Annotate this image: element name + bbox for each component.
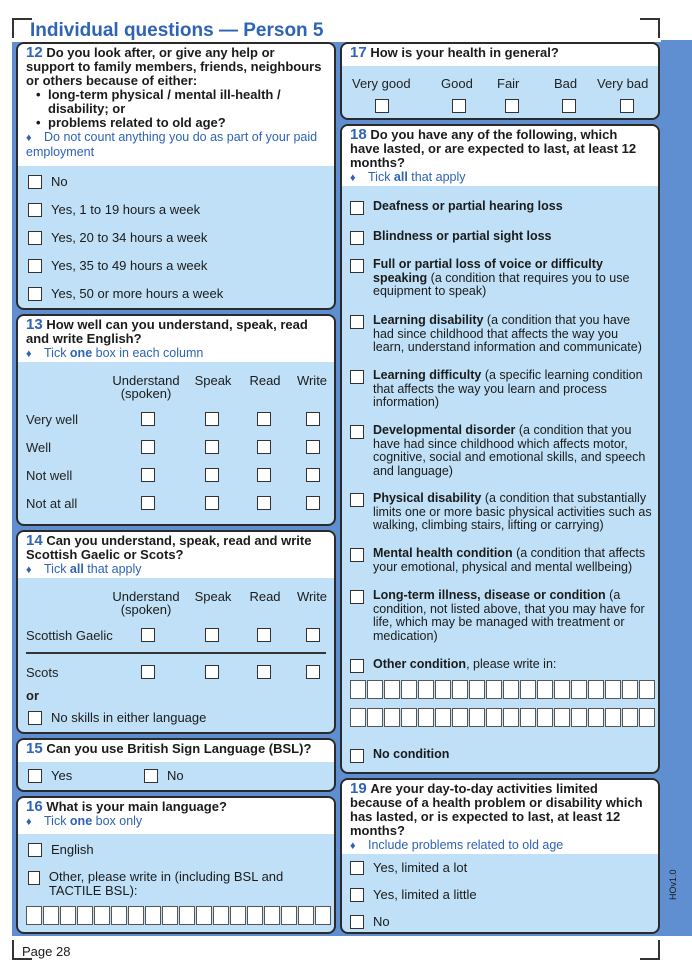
question-19-card (340, 778, 660, 934)
checkbox[interactable] (350, 370, 364, 384)
question-16-text: What is your main language? (46, 799, 227, 814)
checkbox[interactable] (350, 915, 364, 929)
question-12-instruction: ♦ Do not count anything you do as part of your paid employment (26, 130, 318, 159)
right-edge-band (661, 40, 692, 936)
crop-mark-top-right (640, 18, 660, 38)
q18-option-speech[interactable]: Full or partial loss of voice or difficulty speaking (a condition that requires you to use equipment to speak) (350, 258, 652, 299)
page-heading: Individual questions — Person 5 (30, 20, 324, 41)
q18-option-mental-health[interactable]: Mental health condition (a condition that affects your emotional, physical and mental wellbeing) (350, 547, 652, 574)
q12-option-no[interactable]: No (28, 174, 68, 189)
checkbox[interactable] (141, 665, 155, 679)
question-14-card (16, 530, 336, 734)
crop-mark-bottom-right (640, 940, 660, 960)
checkbox[interactable] (562, 99, 576, 113)
checkbox[interactable] (205, 496, 219, 510)
question-15-text: Can you use British Sign Language (BSL)? (46, 741, 312, 756)
q18-write-in-field-2[interactable] (350, 708, 656, 727)
checkbox[interactable] (505, 99, 519, 113)
question-16-number: 16 (26, 798, 43, 815)
q18-option-long-term-illness[interactable]: Long-term illness, disease or condition (a condition, not listed above, that you may have for life, which may be managed with treatment or medication) (350, 589, 652, 643)
q17-option-label: Fair (497, 76, 520, 91)
question-17-card (340, 42, 660, 120)
q16-option-other[interactable]: Other, please write in (including BSL and TACTILE BSL): (28, 870, 318, 898)
checkbox[interactable] (141, 440, 155, 454)
q18-option-learning-disability[interactable]: Learning disability (a condition that you have had since childhood that affects the way you learn, understand information and communicate) (350, 314, 652, 355)
row-label: Scots (26, 665, 59, 680)
checkbox[interactable] (257, 496, 271, 510)
checkbox[interactable] (28, 871, 40, 885)
q12-option-1-19[interactable]: Yes, 1 to 19 hours a week (28, 202, 200, 217)
checkbox[interactable] (141, 628, 155, 642)
row-label: Well (26, 440, 52, 455)
checkbox[interactable] (350, 749, 364, 763)
row-label: Not at all (26, 496, 78, 511)
question-15-number: 15 (26, 740, 43, 757)
question-18-number: 18 (350, 126, 367, 143)
question-12-bullet: • long-term physical / mental ill-health / disability; or (36, 88, 326, 116)
checkbox[interactable] (28, 175, 42, 189)
q19-option-limited-a-little[interactable]: Yes, limited a little (350, 887, 477, 902)
q18-option-physical[interactable]: Physical disability (a condition that substantially limits one or more basic physical activities such as walking, climbing stairs, lifting or carrying) (350, 492, 652, 533)
checkbox[interactable] (452, 99, 466, 113)
checkbox[interactable] (28, 203, 42, 217)
question-12-bullet: • problems related to old age? (36, 116, 326, 130)
question-16-header (18, 798, 334, 834)
q18-option-blindness[interactable]: Blindness or partial sight loss (350, 230, 652, 245)
question-16-instruction: ♦ Tick one box only (26, 814, 143, 828)
column-header: Speak (194, 373, 232, 388)
page-number: Page 28 (22, 944, 71, 959)
checkbox[interactable] (350, 888, 364, 902)
q18-option-other[interactable]: Other condition, please write in: (350, 658, 652, 673)
question-12-card (16, 42, 336, 310)
q17-option-label: Good (441, 76, 473, 91)
version-code: HOv1.0 (668, 869, 678, 900)
checkbox[interactable] (205, 412, 219, 426)
checkbox[interactable] (620, 99, 634, 113)
question-18-header (342, 126, 658, 186)
question-14-text: Can you understand, speak, read and write Scottish Gaelic or Scots? (26, 533, 312, 562)
column-header: Write (296, 589, 328, 604)
checkbox[interactable] (28, 843, 42, 857)
row-label: Very well (26, 412, 79, 427)
question-17-header (342, 44, 658, 66)
column-header: Read (249, 589, 281, 604)
question-19-number: 19 (350, 780, 367, 797)
question-15-header (18, 740, 334, 762)
q12-option-20-34[interactable]: Yes, 20 to 34 hours a week (28, 230, 207, 245)
q17-option-label: Bad (554, 76, 578, 91)
checkbox[interactable] (350, 659, 364, 673)
question-12-text: Do you look after, or give any help or support to family members, friends, neighbours or others because of either: (26, 45, 322, 88)
diamond-icon: ♦ (26, 816, 32, 828)
q18-option-developmental[interactable]: Developmental disorder (a condition that you have had since childhood which affects motor, cognitive, social and emotional skills, and speech and language) (350, 424, 652, 478)
question-14-number: 14 (26, 532, 43, 549)
q12-option-50-plus[interactable]: Yes, 50 or more hours a week (28, 286, 223, 301)
question-13-text: How well can you understand, speak, read and write English? (26, 317, 308, 346)
checkbox[interactable] (350, 548, 364, 562)
checkbox[interactable] (306, 496, 320, 510)
checkbox[interactable] (306, 440, 320, 454)
row-label: Scottish Gaelic (26, 628, 113, 643)
column-header: Speak (194, 589, 232, 604)
question-18-text: Do you have any of the following, which have lasted, or are expected to last, at least 12 months? (350, 127, 637, 170)
q14-option-none[interactable]: No skills in either language (28, 710, 206, 725)
q12-option-35-49[interactable]: Yes, 35 to 49 hours a week (28, 258, 207, 273)
checkbox[interactable] (350, 315, 364, 329)
question-12-header (18, 44, 334, 166)
diamond-icon: ♦ (350, 840, 356, 852)
question-14-instruction: ♦ Tick all that apply (26, 562, 142, 576)
checkbox[interactable] (306, 665, 320, 679)
checkbox[interactable] (205, 468, 219, 482)
checkbox[interactable] (141, 496, 155, 510)
checkbox[interactable] (350, 259, 364, 273)
crop-mark-top-left (12, 18, 32, 38)
checkbox[interactable] (205, 440, 219, 454)
q19-option-no[interactable]: No (350, 914, 390, 929)
checkbox[interactable] (350, 590, 364, 604)
checkbox[interactable] (257, 440, 271, 454)
q18-option-learning-difficulty[interactable]: Learning difficulty (a specific learning condition that affects the way you learn and process information) (350, 369, 652, 410)
checkbox[interactable] (144, 769, 158, 783)
q18-option-deafness[interactable]: Deafness or partial hearing loss (350, 200, 652, 215)
column-header: Understand (spoken) (112, 589, 180, 617)
question-12-bullets (26, 88, 326, 130)
question-18-instruction: ♦ Tick all that apply (350, 170, 466, 184)
q18-write-in-field-1[interactable] (350, 680, 656, 699)
checkbox[interactable] (257, 468, 271, 482)
question-17-number: 17 (350, 44, 367, 61)
checkbox[interactable] (205, 628, 219, 642)
question-18-card (340, 124, 660, 774)
checkbox[interactable] (350, 425, 364, 439)
checkbox[interactable] (375, 99, 389, 113)
checkbox[interactable] (306, 412, 320, 426)
q17-option-label: Very good (352, 76, 411, 91)
checkbox[interactable] (141, 468, 155, 482)
checkbox[interactable] (28, 287, 42, 301)
checkbox[interactable] (257, 412, 271, 426)
question-13-card (16, 314, 336, 526)
q17-option-label: Very bad (597, 76, 649, 91)
checkbox[interactable] (28, 259, 42, 273)
row-label: Not well (26, 468, 73, 483)
checkbox[interactable] (141, 412, 155, 426)
question-19-header (342, 780, 658, 854)
question-13-instruction: ♦ Tick one box in each column (26, 346, 204, 360)
checkbox[interactable] (28, 711, 42, 725)
question-16-card (16, 796, 336, 934)
divider (26, 652, 326, 654)
column-header: Read (249, 373, 281, 388)
question-13-number: 13 (26, 316, 43, 333)
question-19-text: Are your day-to-day activities limited because of a health problem or disability which has lasted, or is expected to last, at least 12 months? (350, 781, 643, 838)
checkbox[interactable] (306, 628, 320, 642)
diamond-icon: ♦ (26, 348, 32, 360)
q16-option-english[interactable]: English (28, 842, 94, 857)
diamond-icon: ♦ (350, 172, 356, 184)
checkbox[interactable] (350, 231, 364, 245)
q16-write-in-field[interactable] (26, 906, 332, 925)
checkbox[interactable] (350, 201, 364, 215)
diamond-icon: ♦ (26, 132, 32, 144)
checkbox[interactable] (306, 468, 320, 482)
q15-option-no[interactable]: No (144, 768, 184, 783)
checkbox[interactable] (257, 628, 271, 642)
checkbox[interactable] (350, 493, 364, 507)
question-19-instruction: ♦ Include problems related to old age (350, 838, 564, 852)
q19-option-limited-a-lot[interactable]: Yes, limited a lot (350, 860, 467, 875)
question-12-number: 12 (26, 44, 43, 61)
column-header: Write (296, 373, 328, 388)
checkbox[interactable] (28, 769, 42, 783)
or-label: or (26, 688, 39, 703)
question-15-card (16, 738, 336, 792)
question-14-header (18, 532, 334, 578)
checkbox[interactable] (350, 861, 364, 875)
checkbox[interactable] (205, 665, 219, 679)
checkbox[interactable] (257, 665, 271, 679)
column-header: Understand (spoken) (112, 373, 180, 401)
checkbox[interactable] (28, 231, 42, 245)
question-17-text: How is your health in general? (370, 45, 559, 60)
diamond-icon: ♦ (26, 564, 32, 576)
q15-option-yes[interactable]: Yes (28, 768, 72, 783)
question-13-header (18, 316, 334, 362)
q18-option-no-condition[interactable]: No condition (350, 748, 652, 763)
